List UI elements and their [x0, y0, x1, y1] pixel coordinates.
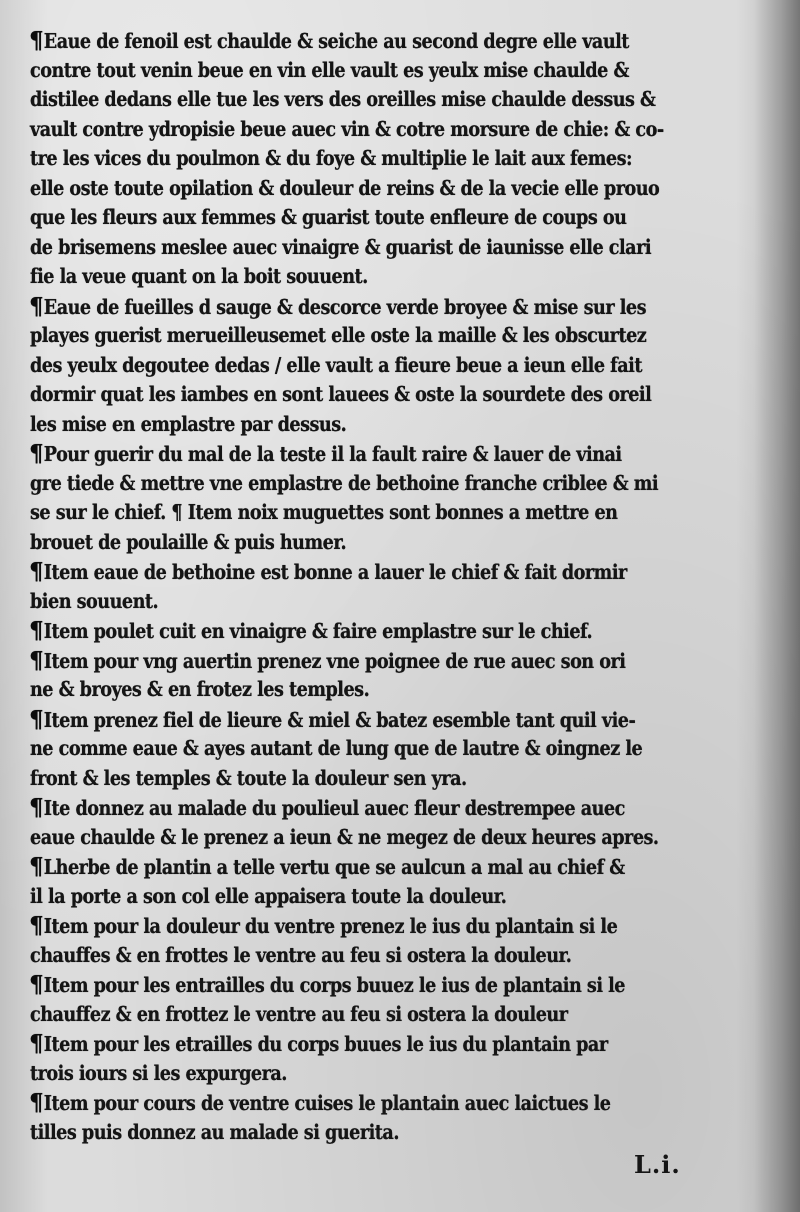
text-line [30, 705, 673, 735]
line-text: les mise en emplastre par dessus. [30, 411, 347, 436]
text-line [30, 292, 673, 322]
line-text: tilles puis donnez au malade si guerita. [30, 1119, 399, 1144]
text-line [30, 56, 673, 86]
line-text: des yeulx degoutee dedas / elle vault a fieure beue a ieun elle fait [30, 352, 642, 377]
line-text: de brisemens meslee auec vinaigre & guarist de iaunisse elle clari [30, 234, 652, 259]
line-text: Item pour les etrailles du corps buues le ius du plantain par [43, 1032, 608, 1056]
text-line [30, 734, 673, 764]
line-text: dormir quat les iambes en sont lauees & oste la sourdete des oreil [30, 382, 652, 406]
folio-signature: L.i. [634, 1150, 681, 1179]
text-line [30, 616, 673, 646]
text-line [30, 233, 673, 263]
text-line [30, 469, 673, 499]
line-text: se sur le chief. ¶ Item noix muguettes sont bonnes a mettre en [30, 500, 618, 524]
line-text: fie la veue quant on la boit souuent. [30, 264, 368, 288]
text-line [30, 911, 673, 941]
line-text: chauffes & en frottes le ventre au feu si ostera la douleur. [30, 942, 572, 967]
text-line [30, 882, 673, 912]
line-text: tre les vices du poulmon & du foye & multiplie le lait aux femes: [30, 146, 633, 170]
text-line [30, 174, 673, 204]
text-line [30, 1000, 673, 1030]
line-text: playes guerist merueilleusemet elle oste la maille & les obscurtez [30, 323, 647, 347]
text-line [30, 675, 673, 705]
text-line [30, 203, 673, 233]
text-line [30, 793, 673, 823]
text-line [30, 262, 673, 292]
line-text: Item prenez fiel de lieure & miel & batez esemble tant quil vie- [43, 707, 636, 732]
line-text: chauffez & en frottez le ventre au feu si ostera la douleur [30, 1001, 568, 1026]
text-line [30, 1118, 673, 1148]
pilcrow-mark: ¶ [29, 912, 43, 939]
text-line [30, 498, 673, 528]
pilcrow-mark: ¶ [29, 794, 43, 821]
pilcrow-mark: ¶ [29, 292, 43, 320]
pilcrow-mark: ¶ [29, 27, 43, 54]
line-text: gre tiede & mettre vne emplastre de bethoine franche criblee & mi [30, 470, 659, 495]
text-line [30, 941, 673, 971]
text-body [30, 26, 778, 1147]
line-text: elle oste toute opilation & douleur de reins & de la vecie elle prouo [30, 175, 660, 200]
text-line [30, 380, 673, 410]
line-text: Item poulet cuit en vinaigre & faire emplastre sur le chief. [43, 619, 593, 643]
text-line [30, 852, 673, 882]
line-text: Item eaue de bethoine est bonne a lauer le chief & fait dormir [43, 560, 627, 584]
pilcrow-mark: ¶ [29, 617, 43, 644]
line-text: distilee dedans elle tue les vers des oreilles mise chaulde dessus & [30, 87, 656, 111]
line-text: front & les temples & toute la douleur sen yra. [30, 765, 467, 790]
line-text: Ite donnez au malade du poulieul auec fleur destrempee auec [43, 796, 625, 820]
text-line [30, 144, 673, 174]
pilcrow-mark: ¶ [29, 1089, 43, 1116]
pilcrow-mark: ¶ [29, 705, 43, 733]
line-text: il la porte a son col elle appaisera toute la douleur. [30, 883, 507, 908]
text-line [30, 528, 673, 558]
line-text: Item pour vng auertin prenez vne poignee de rue auec son ori [43, 648, 626, 673]
pilcrow-mark: ¶ [29, 440, 43, 467]
line-text: Lherbe de plantin a telle vertu que se aulcun a mal au chief & [43, 855, 625, 879]
text-line [30, 646, 673, 676]
text-line [30, 1088, 673, 1118]
line-text: que les fleurs aux femmes & guarist toute enfleure de coups ou [30, 205, 627, 229]
text-line [30, 410, 673, 440]
text-line [30, 970, 673, 1000]
line-text: Item pour la douleur du ventre prenez le ius du plantain si le [43, 914, 618, 938]
pilcrow-mark: ¶ [29, 558, 43, 585]
text-line [30, 321, 673, 351]
text-line [30, 587, 673, 617]
text-line [30, 823, 673, 853]
text-line [30, 764, 673, 794]
text-line [30, 439, 673, 469]
line-text: Item pour les entrailles du corps buuez le ius de plantain si le [43, 973, 626, 997]
line-text: Eaue de fenoil est chaulde & seiche au second degre elle vault [43, 29, 629, 53]
line-text: contre tout venin beue en vin elle vault es yeulx mise chaulde & [30, 57, 629, 82]
text-line [30, 557, 673, 587]
line-text: ne comme eaue & ayes autant de lung que de lautre & oingnez le [30, 736, 643, 760]
text-line [30, 1029, 673, 1059]
pilcrow-mark: ¶ [29, 646, 43, 674]
line-text: ne & broyes & en frotez les temples. [30, 677, 370, 701]
text-line [30, 115, 673, 145]
line-text: vault contre ydropisie beue auec vin & cotre morsure de chie: & co- [30, 116, 664, 141]
line-text: brouet de poulaille & puis humer. [30, 529, 347, 554]
line-text: Eaue de fueilles d sauge & descorce verde broyee & mise sur les [43, 294, 647, 319]
line-text: eaue chaulde & le prenez a ieun & ne megez de deux heures apres. [30, 824, 659, 849]
text-line [30, 85, 673, 115]
line-text: trois iours si les expurgera. [30, 1060, 287, 1085]
text-line [30, 1059, 673, 1089]
pilcrow-mark: ¶ [29, 1030, 43, 1057]
line-text: Item pour cours de ventre cuises le plantain auec laictues le [43, 1091, 611, 1115]
line-text: Pour guerir du mal de la teste il la fault raire & lauer de vinai [43, 442, 622, 466]
pilcrow-mark: ¶ [29, 853, 43, 880]
pilcrow-mark: ¶ [29, 971, 43, 998]
text-line [30, 26, 673, 56]
text-line [30, 351, 673, 381]
line-text: bien souuent. [30, 588, 159, 613]
